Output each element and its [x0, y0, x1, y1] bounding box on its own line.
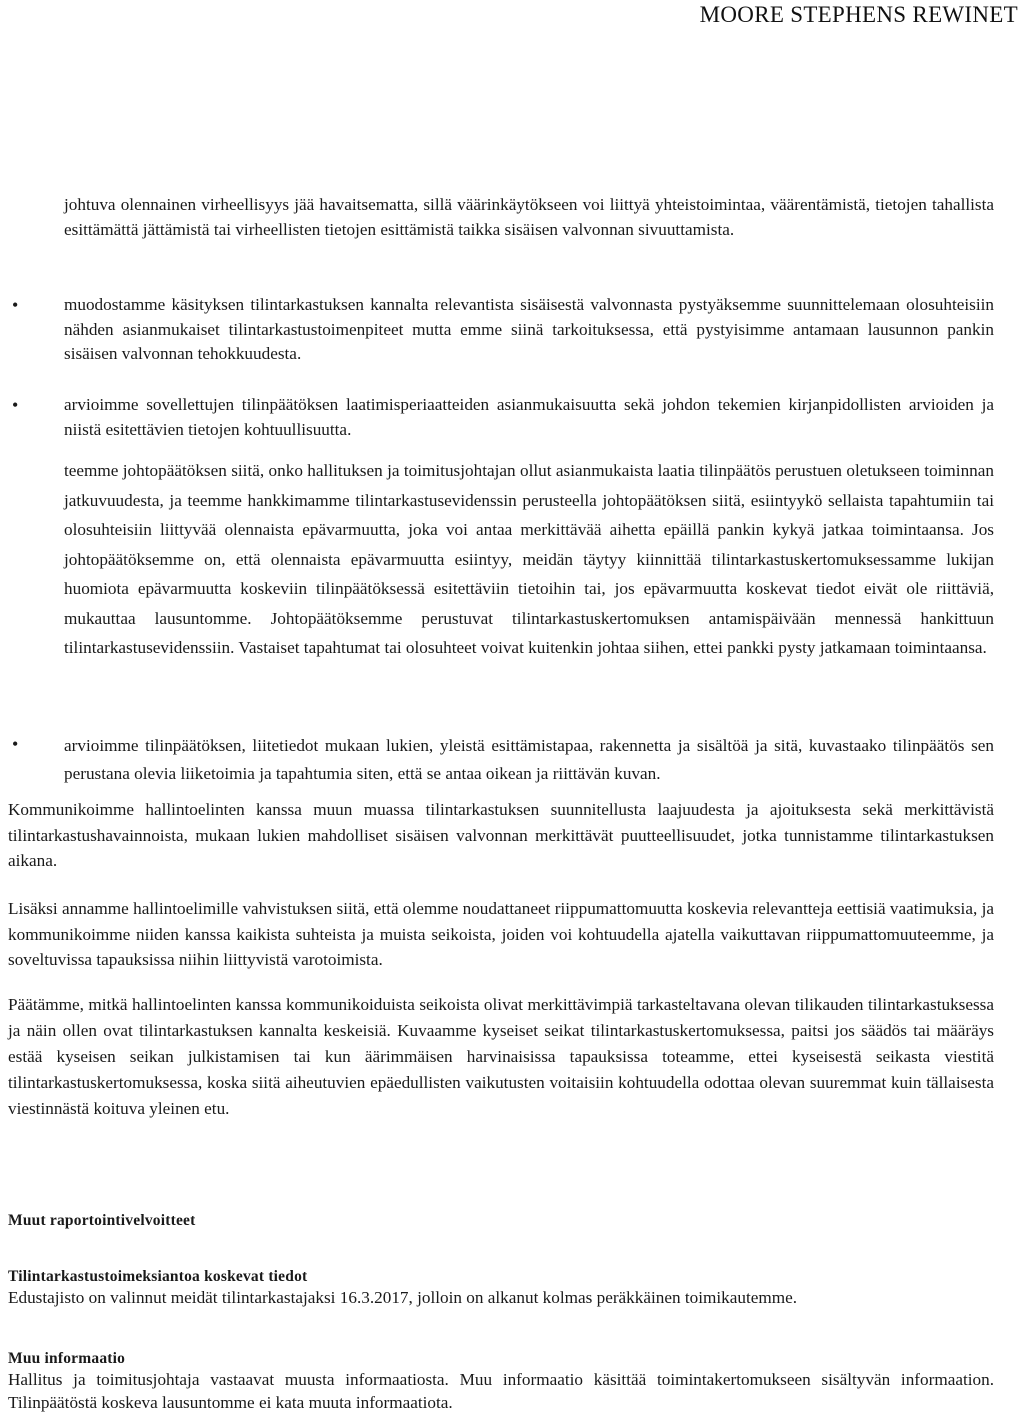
continuation-paragraph — [64, 193, 994, 242]
bullet-text: muodostamme käsityksen tilintarkastuksen kannalta relevantista sisäisestä valvonnasta pystyäksemme suunnittelemaan olosuhteisiin nähden asianmukaiset tilintarkastustoimenpiteet mutta emme siinä tarkoituksessa, että pystyisimme antamaan lausunnon pankin sisäisen valvonnan tehokkuudesta. — [64, 295, 994, 363]
paragraph-communication — [8, 797, 994, 874]
section-heading: Muut raportointivelvoitteet — [8, 1212, 196, 1229]
firm-header: MOORE STEPHENS REWINET — [699, 2, 1018, 27]
section-heading: Muu informaatio — [8, 1350, 126, 1367]
section-heading: Tilintarkastustoimeksiantoa koskevat tiedot — [8, 1268, 308, 1285]
section-other-reporting — [8, 1212, 994, 1230]
bullet-text: arvioimme sovellettujen tilinpäätöksen laatimisperiaatteiden asianmukaisuutta sekä johdon tekemien kirjanpidollisten arvioiden ja niistä esitettävien tietojen kohtuullisuutta. — [64, 395, 994, 439]
continuation-text: johtuva olennainen virheellisyys jää havaitsematta, sillä väärinkäytökseen voi liittyä yhteistoimintaa, väärentämistä, tietojen tahallista esittämättä jättämistä tai virheellisten tietojen esittämistä taikka sisäisen valvonnan sivuuttamista. — [64, 195, 994, 239]
section-text: Hallitus ja toimitusjohtaja vastaavat muusta informaatiosta. Muu informaatio käsittää toimintakertomukseen sisältyvän informaation. Tilinpäätöstä koskeva lausuntomme ei kata muuta informaatiota. — [8, 1370, 994, 1412]
paragraph-text: Lisäksi annamme hallintoelimille vahvistuksen siitä, että olemme noudattaneet riippumattomuutta koskevia relevantteja eettisiä vaatimuksia, ja kommunikoimme niiden kanssa kaikista suhteista ja muista seikoista, joiden voi kohtuudella ajatella vaikuttavan riippumattomuuteemme, ja soveltuvissa tapauksissa niihin liittyvistä varotoimista. — [8, 899, 994, 969]
bullet-icon: • — [12, 395, 19, 415]
section-other-information — [8, 1350, 994, 1414]
going-concern-text: teemme johtopäätöksen siitä, onko hallituksen ja toimitusjohtajan ollut asianmukaista laatia tilinpäätös perustuen oletukseen toiminnan jatkuvuudesta, ja teemme hankkimamme tilintarkastusevidenssin perusteella johtopäätöksen siitä, esiintyykö sellaista tapahtumiin tai olosuhteisiin liittyvää olennaista epävarmuutta, joka voi antaa merkittävää aihetta epäillä pankin kykyä jatkaa toimintaansa. Jos johtopäätöksemme on, että olennaista epävarmuutta esiintyy, meidän täytyy kiinnittää tilintarkastuskertomuksessamme lukijan huomiota epävarmuutta koskeviin tilinpäätöksessä esitettäviin tietoihin tai, jos epävarmuutta koskevat tiedot eivät ole riittäviä, mukauttaa lausuntomme. Johtopäätöksemme perustuvat tilintarkastuskertomuksen antamispäivään mennessä hankittuun tilintarkastusevidenssiin. Vastaiset tapahtumat tai olosuhteet voivat kuitenkin johtaa siihen, ettei pankki pysty jatkamaan toimintaansa. — [64, 461, 994, 657]
paragraph-text: Päätämme, mitkä hallintoelinten kanssa kommunikoiduista seikoista olivat merkittävimpiä tarkasteltavana olevan tilikauden tilintarkastuksessa ja näin ollen ovat tilintarkastuksen kannalta keskeisiä. Kuvaamme kyseiset seikat tilintarkastuskertomuksessa, paitsi jos säädös tai määräys estää kyseisen seikan julkistamisen tai kun äärimmäisen harvinaisissa tapauksissa toteamme, ettei kyseisestä seikasta viestitä tilintarkastuskertomuksessa, koska siitä aiheutuvien epäedullisten vaikutusten voitaisiin kohtuudella odottaa olevan suuremmat kuin tällaisesta viestinnästä koituva yleinen etu. — [8, 995, 994, 1118]
bullet-icon: • — [12, 295, 19, 315]
section-engagement-info — [8, 1268, 994, 1311]
bullet-text: arvioimme tilinpäätöksen, liitetiedot mukaan lukien, yleistä esittämistapaa, rakennetta ja sisältöä ja sitä, kuvastaako tilinpäätös sen perustana olevia liiketoimia ja tapahtumia siten, että se antaa oikean ja riittävän kuvan. — [64, 736, 994, 783]
bullet-icon: • — [12, 734, 19, 754]
paragraph-key-matters — [8, 992, 994, 1122]
paragraph-text: Kommunikoimme hallintoelinten kanssa muun muassa tilintarkastuksen suunnitellusta laajuudesta ja ajoituksesta sekä merkittävistä tilintarkastushavainnoista, mukaan lukien mahdolliset sisäisen valvonnan merkittävät puutteellisuudet, jotka tunnistamme tilintarkastuksen aikana. — [8, 800, 994, 870]
section-text: Edustajisto on valinnut meidät tilintarkastajaksi 16.3.2017, jolloin on alkanut kolmas peräkkäinen toimikautemme. — [8, 1288, 798, 1307]
going-concern-paragraph — [64, 456, 994, 663]
paragraph-independence — [8, 896, 994, 973]
